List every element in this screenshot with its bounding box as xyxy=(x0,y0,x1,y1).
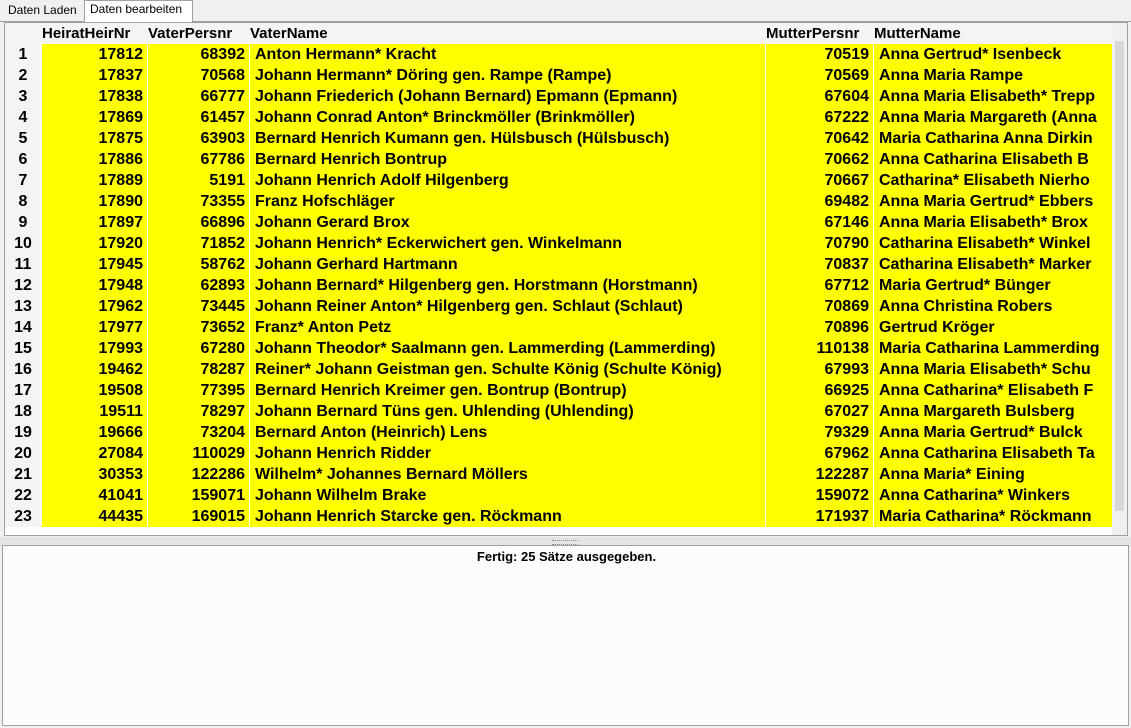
cell-heirat[interactable]: 17962 xyxy=(42,296,148,317)
cell-vater-persnr[interactable]: 78287 xyxy=(148,359,250,380)
cell-mutter-name[interactable]: Catharina Elisabeth* Marker xyxy=(874,254,1113,275)
cell-heirat[interactable]: 17812 xyxy=(42,44,148,65)
cell-mutter-persnr[interactable]: 67222 xyxy=(766,107,874,128)
cell-vater-persnr[interactable]: 73445 xyxy=(148,296,250,317)
cell-heirat[interactable]: 17945 xyxy=(42,254,148,275)
row-number: 3 xyxy=(5,86,42,107)
cell-vater-persnr[interactable]: 110029 xyxy=(148,443,250,464)
table-row[interactable] xyxy=(5,317,1113,338)
cell-vater-name[interactable]: Bernard Anton (Heinrich) Lens xyxy=(250,422,766,443)
tab-daten-bearbeiten[interactable]: Daten bearbeiten xyxy=(84,0,193,23)
cell-vater-name[interactable]: Franz Hofschläger xyxy=(250,191,766,212)
cell-mutter-name[interactable]: Anna Catharina* Winkers xyxy=(874,485,1113,506)
vertical-scrollbar[interactable] xyxy=(1112,23,1127,535)
row-number: 16 xyxy=(5,359,42,380)
status-message: Fertig: 25 Sätze ausgegeben. xyxy=(476,549,657,564)
cell-mutter-name[interactable]: Anna Gertrud* Isenbeck xyxy=(874,44,1113,65)
row-number: 9 xyxy=(5,212,42,233)
table-row[interactable] xyxy=(5,44,1113,65)
column-header-mutterpersnr[interactable]: MutterPersnr xyxy=(766,25,860,42)
cell-vater-persnr[interactable]: 68392 xyxy=(148,44,250,65)
cell-vater-persnr[interactable]: 58762 xyxy=(148,254,250,275)
cell-mutter-name[interactable]: Gertrud Kröger xyxy=(874,317,1113,338)
cell-heirat[interactable]: 17890 xyxy=(42,191,148,212)
cell-heirat[interactable]: 17889 xyxy=(42,170,148,191)
cell-heirat[interactable]: 17948 xyxy=(42,275,148,296)
table-row[interactable] xyxy=(5,443,1113,464)
table-row[interactable] xyxy=(5,422,1113,443)
grid-rows xyxy=(5,44,1113,527)
table-row[interactable] xyxy=(5,275,1113,296)
cell-heirat[interactable]: 19462 xyxy=(42,359,148,380)
cell-mutter-name[interactable]: Anna Maria Elisabeth* Schu xyxy=(874,359,1113,380)
row-number: 13 xyxy=(5,296,42,317)
cell-vater-name[interactable]: Franz* Anton Petz xyxy=(250,317,766,338)
cell-mutter-name[interactable]: Anna Margareth Bulsberg xyxy=(874,401,1113,422)
cell-vater-name[interactable]: Johann Reiner Anton* Hilgenberg gen. Schlaut (Schlaut) xyxy=(250,296,766,317)
row-number: 1 xyxy=(5,44,42,65)
column-header-heiratheirnr[interactable]: HeiratHeirNr xyxy=(42,25,131,42)
data-grid[interactable] xyxy=(4,22,1128,536)
row-number: 5 xyxy=(5,128,42,149)
cell-vater-name[interactable]: Johann Hermann* Döring gen. Rampe (Rampe) xyxy=(250,65,766,86)
cell-mutter-persnr[interactable]: 67993 xyxy=(766,359,874,380)
cell-mutter-persnr[interactable]: 79329 xyxy=(766,422,874,443)
row-number: 12 xyxy=(5,275,42,296)
row-number: 7 xyxy=(5,170,42,191)
cell-heirat[interactable]: 19508 xyxy=(42,380,148,401)
cell-mutter-name[interactable]: Anna Christina Robers xyxy=(874,296,1113,317)
row-number: 10 xyxy=(5,233,42,254)
cell-mutter-persnr[interactable]: 67712 xyxy=(766,275,874,296)
cell-vater-name[interactable]: Bernard Henrich Kreimer gen. Bontrup (Bontrup) xyxy=(250,380,766,401)
table-row[interactable] xyxy=(5,359,1113,380)
cell-vater-persnr[interactable]: 73355 xyxy=(148,191,250,212)
cell-heirat[interactable]: 17837 xyxy=(42,65,148,86)
row-number: 11 xyxy=(5,254,42,275)
cell-mutter-name[interactable]: Maria Catharina Anna Dirkin xyxy=(874,128,1113,149)
column-header-vaterpersnr[interactable]: VaterPersnr xyxy=(148,25,233,42)
cell-vater-name[interactable]: Johann Gerhard Hartmann xyxy=(250,254,766,275)
cell-heirat[interactable]: 19666 xyxy=(42,422,148,443)
cell-vater-persnr[interactable]: 159071 xyxy=(148,485,250,506)
table-row[interactable] xyxy=(5,401,1113,422)
cell-vater-name[interactable]: Johann Henrich Ridder xyxy=(250,443,766,464)
cell-mutter-persnr[interactable]: 66925 xyxy=(766,380,874,401)
cell-mutter-persnr[interactable]: 67962 xyxy=(766,443,874,464)
cell-mutter-persnr[interactable]: 159072 xyxy=(766,485,874,506)
cell-mutter-name[interactable]: Anna Maria Gertrud* Ebbers xyxy=(874,191,1113,212)
cell-vater-name[interactable]: Johann Friederich (Johann Bernard) Epmann (Epmann) xyxy=(250,86,766,107)
cell-heirat[interactable]: 17869 xyxy=(42,107,148,128)
tab-daten-laden[interactable]: Daten Laden xyxy=(8,3,77,17)
cell-mutter-name[interactable]: Anna Maria Gertrud* Bulck xyxy=(874,422,1113,443)
cell-vater-persnr[interactable]: 62893 xyxy=(148,275,250,296)
cell-heirat[interactable]: 30353 xyxy=(42,464,148,485)
cell-mutter-persnr[interactable]: 67146 xyxy=(766,212,874,233)
cell-vater-persnr[interactable]: 73204 xyxy=(148,422,250,443)
cell-heirat[interactable]: 17993 xyxy=(42,338,148,359)
cell-mutter-name[interactable]: Anna Maria Elisabeth* Brox xyxy=(874,212,1113,233)
table-row[interactable] xyxy=(5,464,1113,485)
row-number: 17 xyxy=(5,380,42,401)
cell-heirat[interactable]: 17875 xyxy=(42,128,148,149)
row-number: 18 xyxy=(5,401,42,422)
cell-mutter-persnr[interactable]: 70569 xyxy=(766,65,874,86)
cell-heirat[interactable]: 27084 xyxy=(42,443,148,464)
cell-mutter-name[interactable]: Anna Maria* Eining xyxy=(874,464,1113,485)
column-header-muttername[interactable]: MutterName xyxy=(874,25,961,42)
scrollbar-thumb[interactable] xyxy=(1115,41,1124,511)
cell-mutter-persnr[interactable]: 70667 xyxy=(766,170,874,191)
cell-mutter-name[interactable]: Maria Gertrud* Bünger xyxy=(874,275,1113,296)
cell-mutter-persnr[interactable]: 70869 xyxy=(766,296,874,317)
row-number: 15 xyxy=(5,338,42,359)
cell-mutter-persnr[interactable]: 171937 xyxy=(766,506,874,527)
row-number: 19 xyxy=(5,422,42,443)
cell-vater-name[interactable]: Bernard Henrich Kumann gen. Hülsbusch (Hülsbusch) xyxy=(250,128,766,149)
cell-vater-persnr[interactable]: 122286 xyxy=(148,464,250,485)
cell-mutter-name[interactable]: Anna Catharina Elisabeth Ta xyxy=(874,443,1113,464)
table-row[interactable] xyxy=(5,254,1113,275)
cell-mutter-name[interactable]: Anna Maria Margareth (Anna xyxy=(874,107,1113,128)
cell-vater-persnr[interactable]: 71852 xyxy=(148,233,250,254)
row-number: 20 xyxy=(5,443,42,464)
table-row[interactable] xyxy=(5,65,1113,86)
cell-vater-name[interactable]: Johann Gerard Brox xyxy=(250,212,766,233)
cell-vater-name[interactable]: Reiner* Johann Geistman gen. Schulte König (Schulte König) xyxy=(250,359,766,380)
cell-vater-persnr[interactable]: 66777 xyxy=(148,86,250,107)
cell-vater-name[interactable]: Johann Henrich Adolf Hilgenberg xyxy=(250,170,766,191)
table-row[interactable] xyxy=(5,107,1113,128)
table-row[interactable] xyxy=(5,506,1113,527)
cell-mutter-persnr[interactable]: 70662 xyxy=(766,149,874,170)
cell-heirat[interactable]: 17977 xyxy=(42,317,148,338)
cell-vater-name[interactable]: Wilhelm* Johannes Bernard Möllers xyxy=(250,464,766,485)
cell-vater-persnr[interactable]: 67786 xyxy=(148,149,250,170)
table-row[interactable] xyxy=(5,380,1113,401)
cell-heirat[interactable]: 17897 xyxy=(42,212,148,233)
cell-vater-name[interactable]: Bernard Henrich Bontrup xyxy=(250,149,766,170)
cell-vater-persnr[interactable]: 78297 xyxy=(148,401,250,422)
row-number: 14 xyxy=(5,317,42,338)
row-number: 6 xyxy=(5,149,42,170)
table-row[interactable] xyxy=(5,191,1113,212)
cell-vater-persnr[interactable]: 67280 xyxy=(148,338,250,359)
cell-mutter-name[interactable]: Maria Catharina Lammerding xyxy=(874,338,1113,359)
cell-mutter-name[interactable]: Maria Catharina* Röckmann xyxy=(874,506,1113,527)
cell-mutter-persnr[interactable]: 70642 xyxy=(766,128,874,149)
cell-vater-name[interactable]: Johann Henrich* Eckerwichert gen. Winkelmann xyxy=(250,233,766,254)
cell-vater-name[interactable]: Johann Wilhelm Brake xyxy=(250,485,766,506)
table-row[interactable] xyxy=(5,485,1113,506)
cell-mutter-persnr[interactable]: 70837 xyxy=(766,254,874,275)
cell-mutter-persnr[interactable]: 70790 xyxy=(766,233,874,254)
cell-vater-name[interactable]: Johann Theodor* Saalmann gen. Lammerding (Lammerding) xyxy=(250,338,766,359)
cell-mutter-persnr[interactable]: 67027 xyxy=(766,401,874,422)
cell-heirat[interactable]: 17886 xyxy=(42,149,148,170)
cell-heirat[interactable]: 17920 xyxy=(42,233,148,254)
cell-vater-name[interactable]: Johann Bernard* Hilgenberg gen. Horstmann (Horstmann) xyxy=(250,275,766,296)
table-row[interactable] xyxy=(5,338,1113,359)
cell-vater-name[interactable]: Anton Hermann* Kracht xyxy=(250,44,766,65)
table-row[interactable] xyxy=(5,128,1113,149)
cell-vater-name[interactable]: Johann Bernard Tüns gen. Uhlending (Uhlending) xyxy=(250,401,766,422)
cell-vater-persnr[interactable]: 5191 xyxy=(148,170,250,191)
row-indicator-header[interactable] xyxy=(5,23,41,44)
cell-mutter-persnr[interactable]: 122287 xyxy=(766,464,874,485)
cell-vater-persnr[interactable]: 63903 xyxy=(148,128,250,149)
cell-mutter-persnr[interactable]: 69482 xyxy=(766,191,874,212)
cell-mutter-persnr[interactable]: 70519 xyxy=(766,44,874,65)
table-row[interactable] xyxy=(5,296,1113,317)
grid-header xyxy=(5,23,1113,44)
cell-mutter-name[interactable]: Catharina Elisabeth* Winkel xyxy=(874,233,1113,254)
cell-vater-name[interactable]: Johann Conrad Anton* Brinckmöller (Brinkmöller) xyxy=(250,107,766,128)
column-header-vatername[interactable]: VaterName xyxy=(250,25,328,42)
cell-heirat[interactable]: 41041 xyxy=(42,485,148,506)
cell-vater-persnr[interactable]: 77395 xyxy=(148,380,250,401)
row-number: 8 xyxy=(5,191,42,212)
cell-mutter-name[interactable]: Catharina* Elisabeth Nierho xyxy=(874,170,1113,191)
cell-vater-persnr[interactable]: 61457 xyxy=(148,107,250,128)
cell-mutter-persnr[interactable]: 70896 xyxy=(766,317,874,338)
cell-mutter-persnr[interactable]: 67604 xyxy=(766,86,874,107)
table-row[interactable] xyxy=(5,170,1113,191)
row-number: 4 xyxy=(5,107,42,128)
row-number: 2 xyxy=(5,65,42,86)
row-number: 23 xyxy=(5,506,42,527)
table-row[interactable] xyxy=(5,149,1113,170)
cell-mutter-persnr[interactable]: 110138 xyxy=(766,338,874,359)
cell-heirat[interactable]: 19511 xyxy=(42,401,148,422)
cell-heirat[interactable]: 44435 xyxy=(42,506,148,527)
cell-vater-name[interactable]: Johann Henrich Starcke gen. Röckmann xyxy=(250,506,766,527)
row-number: 22 xyxy=(5,485,42,506)
table-row[interactable] xyxy=(5,233,1113,254)
output-pane xyxy=(2,545,1129,726)
cell-mutter-name[interactable]: Anna Catharina Elisabeth B xyxy=(874,149,1113,170)
cell-heirat[interactable]: 17838 xyxy=(42,86,148,107)
cell-mutter-name[interactable]: Anna Catharina* Elisabeth F xyxy=(874,380,1113,401)
table-row[interactable] xyxy=(5,86,1113,107)
table-row[interactable] xyxy=(5,212,1113,233)
cell-vater-persnr[interactable]: 70568 xyxy=(148,65,250,86)
cell-vater-persnr[interactable]: 169015 xyxy=(148,506,250,527)
cell-vater-persnr[interactable]: 66896 xyxy=(148,212,250,233)
cell-vater-persnr[interactable]: 73652 xyxy=(148,317,250,338)
cell-mutter-name[interactable]: Anna Maria Rampe xyxy=(874,65,1113,86)
row-number: 21 xyxy=(5,464,42,485)
cell-mutter-name[interactable]: Anna Maria Elisabeth* Trepp xyxy=(874,86,1113,107)
tab-bar xyxy=(0,0,1131,22)
